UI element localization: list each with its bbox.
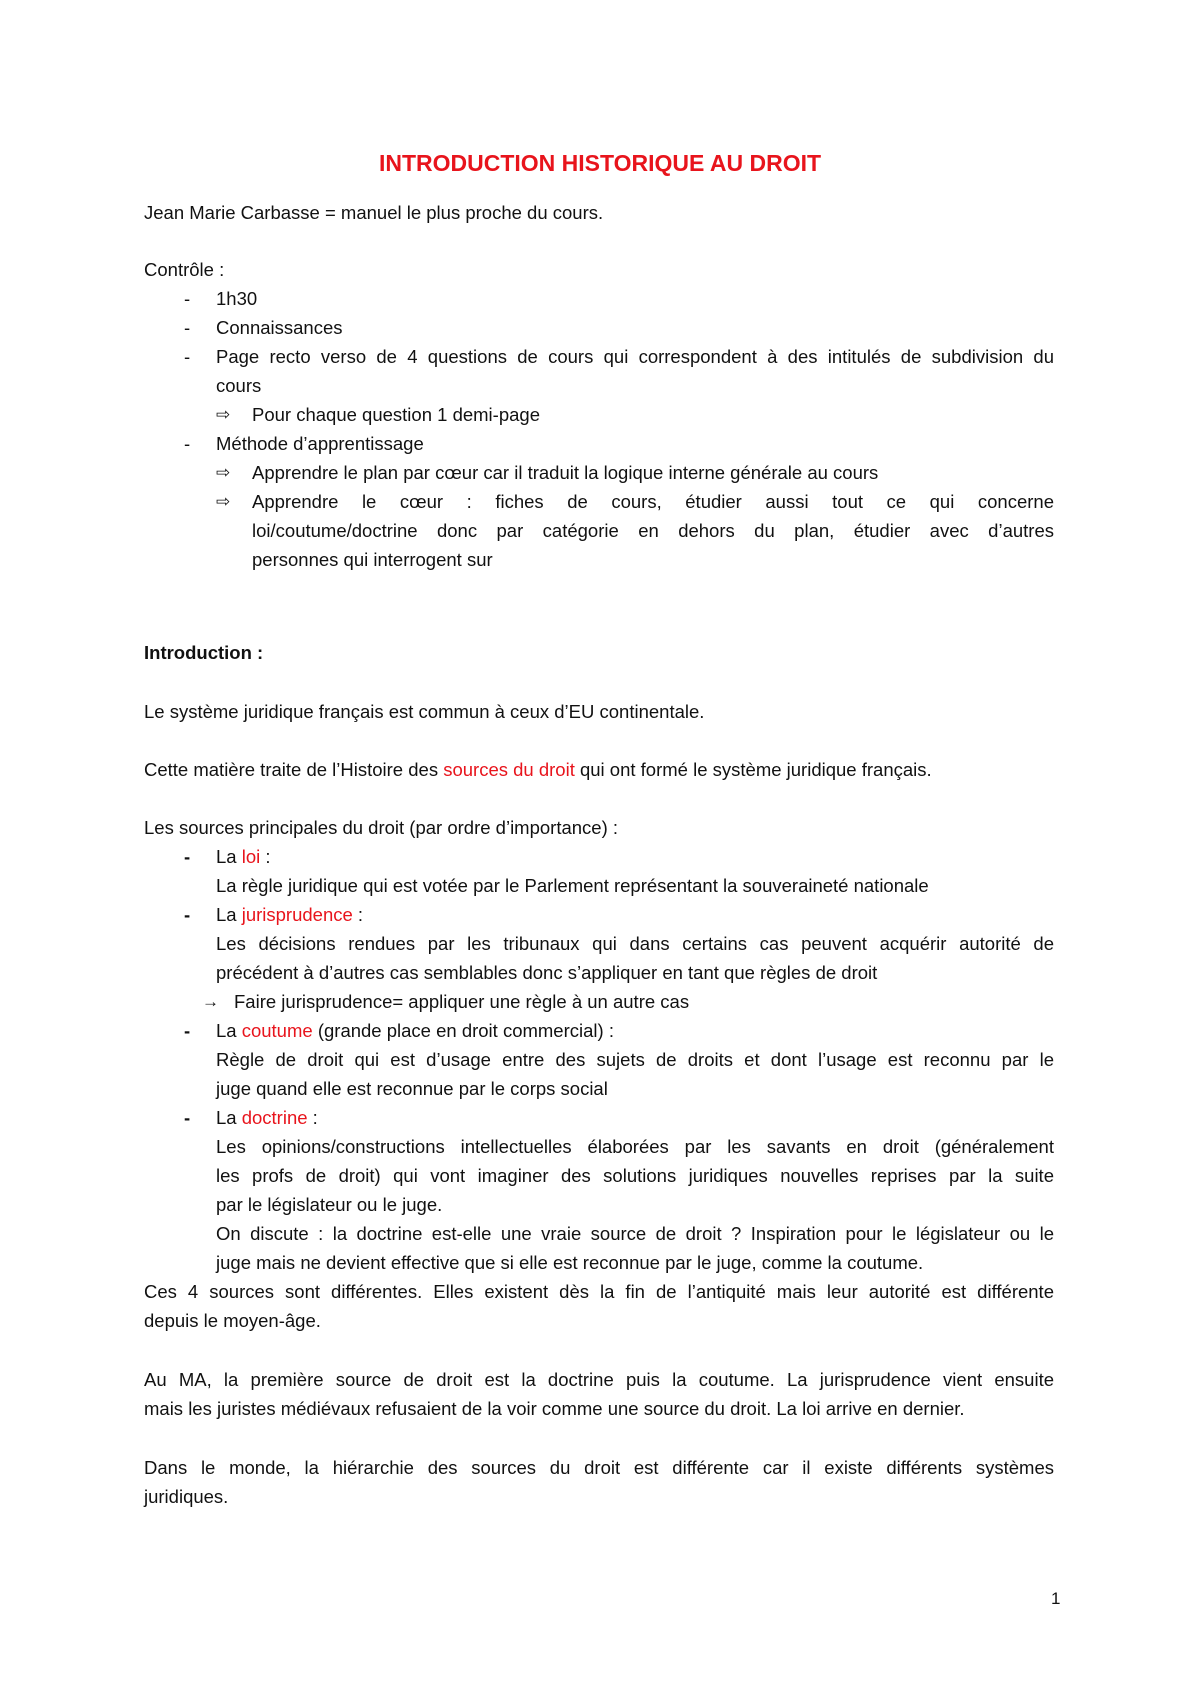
intro-paragraph-1: Le système juridique français est commun à ceux d’EU continentale. (144, 701, 705, 722)
four-sources-l2: depuis le moyen-âge. (144, 1310, 321, 1331)
intro-paragraph-2: Cette matière traite de l’Histoire des sources du droit qui ont formé le système juridique français. (144, 759, 932, 780)
ma-paragraph-l2: mais les juristes médiévaux refusaient de la voir comme une source du droit. La loi arrive en dernier. (144, 1398, 965, 1419)
hollow-arrow-icon: ⇨ (216, 463, 231, 482)
page-number: 1 (1051, 1589, 1061, 1608)
controle-duration: 1h30 (216, 288, 258, 309)
intro-heading: Introduction : (144, 642, 264, 663)
controle-method: Méthode d’apprentissage (216, 433, 424, 454)
coutume-term: coutume (241, 1020, 313, 1041)
doctrine-def-l2: les profs de droit) qui vont imaginer des solutions juridiques nouvelles reprises par la suite (216, 1165, 1054, 1186)
controle-per-question: Pour chaque question 1 demi-page (252, 404, 540, 425)
manual-line: Jean Marie Carbasse = manuel le plus proche du cours. (144, 202, 604, 223)
controle-knowledge: Connaissances (216, 317, 343, 338)
loi-definition: La règle juridique qui est votée par le Parlement représentant la souveraineté nationale (216, 875, 929, 896)
source-doctrine: La doctrine : (216, 1107, 318, 1128)
arrow-icon: → (202, 992, 219, 1011)
dash-bullet: - (184, 433, 191, 454)
doctrine-def-l3: par le législateur ou le juge. (216, 1194, 443, 1215)
monde-paragraph-l2: juridiques. (144, 1486, 229, 1507)
monde-paragraph-l1: Dans le monde, la hiérarchie des sources du droit est différente car il existe différents systèmes (144, 1457, 1054, 1478)
sources-heading: Les sources principales du droit (par ordre d’importance) : (144, 817, 619, 838)
coutume-def-l1: Règle de droit qui est d’usage entre des sujets de droits et dont l’usage est reconnu par le (216, 1049, 1054, 1070)
doctrine-discussion-l1: On discute : la doctrine est-elle une vraie source de droit ? Inspiration pour le législateur ou le (216, 1223, 1054, 1244)
coutume-def-l2: juge quand elle est reconnue par le corps social (216, 1078, 608, 1099)
hollow-arrow-icon: ⇨ (216, 492, 231, 511)
jurisprudence-term: jurisprudence (241, 904, 353, 925)
dash-bullet: - (184, 288, 191, 309)
dash-bullet: - (184, 1020, 191, 1041)
dash-bullet: - (184, 846, 191, 867)
controle-learn-heart-l2: loi/coutume/doctrine donc par catégorie en dehors du plan, étudier avec d’autres (252, 520, 1054, 541)
doctrine-term: doctrine (241, 1107, 308, 1128)
hollow-arrow-icon: ⇨ (216, 405, 231, 424)
page-title: INTRODUCTION HISTORIQUE AU DROIT (378, 150, 822, 176)
jurisprudence-def-l2: précédent à d’autres cas semblables donc s’appliquer en tant que règles de droit (216, 962, 878, 983)
jurisprudence-def-l1: Les décisions rendues par les tribunaux qui dans certains cas peuvent acquérir autorité de (216, 933, 1054, 954)
controle-page-line2: cours (216, 375, 262, 396)
doctrine-def-l1: Les opinions/constructions intellectuelles élaborées par les savants en droit (généralement (216, 1136, 1054, 1157)
sources-du-droit-term: sources du droit (443, 759, 575, 780)
controle-learn-heart-l1: Apprendre le cœur : fiches de cours, étudier aussi tout ce qui concerne (252, 491, 1054, 512)
controle-learn-heart-l3: personnes qui interrogent sur (252, 549, 493, 570)
source-coutume: La coutume (grande place en droit commercial) : (216, 1020, 614, 1041)
dash-bullet: - (184, 1107, 191, 1128)
dash-bullet: - (184, 346, 191, 367)
dash-bullet: - (184, 904, 191, 925)
loi-term: loi (241, 846, 261, 867)
controle-heading: Contrôle : (144, 259, 225, 280)
controle-learn-plan: Apprendre le plan par cœur car il traduit la logique interne générale au cours (252, 462, 879, 483)
jurisprudence-arrow-note: Faire jurisprudence= appliquer une règle à un autre cas (234, 991, 690, 1012)
ma-paragraph-l1: Au MA, la première source de droit est la doctrine puis la coutume. La jurisprudence vient ensuite (144, 1369, 1054, 1390)
dash-bullet: - (184, 317, 191, 338)
four-sources-l1: Ces 4 sources sont différentes. Elles existent dès la fin de l’antiquité mais leur autorité est différente (144, 1281, 1054, 1302)
doctrine-discussion-l2: juge mais ne devient effective que si elle est reconnue par le juge, comme la coutume. (216, 1252, 924, 1273)
source-loi: La loi : (216, 846, 271, 867)
controle-page-line1: Page recto verso de 4 questions de cours qui correspondent à des intitulés de subdivision du (216, 346, 1054, 367)
source-jurisprudence: La jurisprudence : (216, 904, 364, 925)
